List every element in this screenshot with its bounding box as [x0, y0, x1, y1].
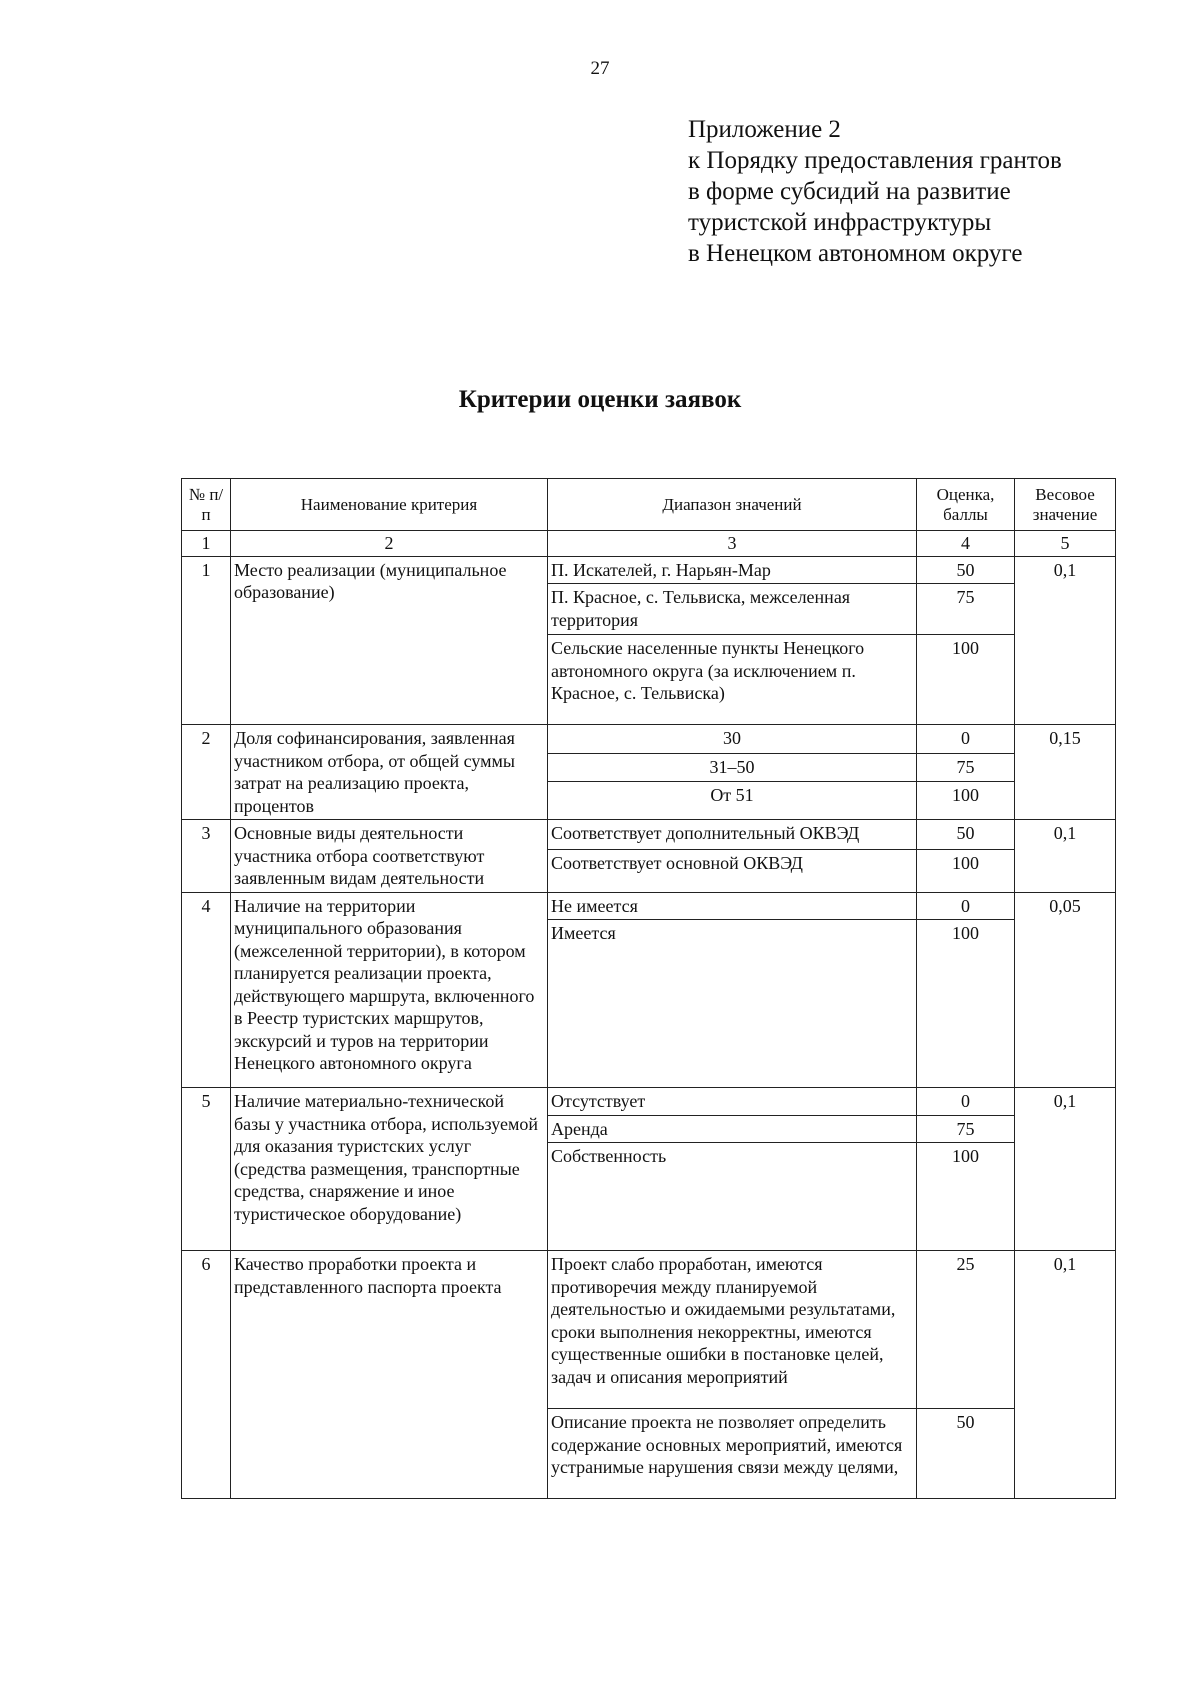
criterion-name: Основные виды деятельности участника отбора соответствуют заявленным видам деятельности [231, 820, 548, 893]
score: 75 [917, 1115, 1015, 1143]
column-number: 3 [548, 531, 917, 557]
value-range: Собственность [548, 1143, 917, 1251]
criterion-name: Наличие материально-технической базы у участника отбора, используемой для оказания туристских услуг (средства размещения, транспортные средства, снаряжение и иное туристическое оборудование) [231, 1088, 548, 1251]
score: 100 [917, 920, 1015, 1088]
score: 100 [917, 635, 1015, 725]
score: 0 [917, 892, 1015, 920]
criterion-option-row [182, 892, 1116, 920]
criterion-option-row [182, 725, 1116, 754]
value-range: Аренда [548, 1115, 917, 1143]
criterion-name: Наличие на территории муниципального образования (межселенной территории), в котором планируется реализации проекта, действующего маршрута, включенного в Реестр туристских маршрутов, экскурсий и туров на территории Ненецкого автономного округа [231, 892, 548, 1088]
score: 100 [917, 1143, 1015, 1251]
weight-value: 0,1 [1015, 1088, 1116, 1251]
value-range: Не имеется [548, 892, 917, 920]
value-range: 31–50 [548, 753, 917, 782]
criterion-option-row [182, 1088, 1116, 1116]
score: 25 [917, 1251, 1015, 1409]
criterion-name: Качество проработки проекта и представленного паспорта проекта [231, 1251, 548, 1499]
score: 50 [917, 556, 1015, 584]
value-range: Проект слабо проработан, имеются противоречия между планируемой деятельностью и ожидаемыми результатами, сроки выполнения некорректны, имеются существенные ошибки в постановке целей, задач и описания мероприятий [548, 1251, 917, 1409]
column-number: 5 [1015, 531, 1116, 557]
score: 100 [917, 849, 1015, 892]
weight-value: 0,1 [1015, 1251, 1116, 1499]
criterion-number: 3 [182, 820, 231, 893]
weight-value: 0,15 [1015, 725, 1116, 820]
criterion-number: 4 [182, 892, 231, 1088]
weight-value: 0,1 [1015, 556, 1116, 725]
score: 0 [917, 725, 1015, 754]
criterion-name: Доля софинансирования, заявленная участником отбора, от общей суммы затрат на реализацию проекта, процентов [231, 725, 548, 820]
appendix-line: в форме субсидий на развитие [688, 178, 1011, 205]
weight-value: 0,1 [1015, 820, 1116, 893]
column-number: 2 [231, 531, 548, 557]
criteria-table [181, 478, 1116, 1499]
column-number: 4 [917, 531, 1015, 557]
value-range: От 51 [548, 782, 917, 820]
criterion-option-row [182, 556, 1116, 584]
column-number: 1 [182, 531, 231, 557]
appendix-line: туристской инфраструктуры [688, 209, 992, 236]
page-number: 27 [590, 58, 610, 79]
header-value-range: Диапазон значений [548, 479, 917, 531]
header-weight: Весовое значение [1015, 479, 1116, 531]
appendix-line: к Порядку предоставления грантов [688, 147, 1062, 174]
value-range: Соответствует дополнительный ОКВЭД [548, 820, 917, 850]
score: 50 [917, 1409, 1015, 1499]
score: 0 [917, 1088, 1015, 1116]
value-range: Отсутствует [548, 1088, 917, 1116]
weight-value: 0,05 [1015, 892, 1116, 1088]
score: 100 [917, 782, 1015, 820]
value-range: Описание проекта не позволяет определить содержание основных мероприятий, имеются устранимые нарушения связи между целями, [548, 1409, 917, 1499]
score: 50 [917, 820, 1015, 850]
criterion-name: Место реализации (муниципальное образование) [231, 556, 548, 725]
criterion-option-row [182, 1251, 1116, 1409]
value-range: Имеется [548, 920, 917, 1088]
document-title: Критерии оценки заявок [458, 386, 742, 413]
appendix-line: в Ненецком автономном округе [688, 240, 1023, 267]
score: 75 [917, 753, 1015, 782]
value-range: 30 [548, 725, 917, 754]
criterion-number: 6 [182, 1251, 231, 1499]
header-criterion-name: Наименование критерия [231, 479, 548, 531]
header-number: № п/п [182, 479, 231, 531]
value-range: Соответствует основной ОКВЭД [548, 849, 917, 892]
appendix-line: Приложение 2 [688, 116, 841, 143]
criterion-number: 2 [182, 725, 231, 820]
criterion-option-row [182, 820, 1116, 850]
criterion-number: 1 [182, 556, 231, 725]
header-score: Оценка, баллы [917, 479, 1015, 531]
criterion-number: 5 [182, 1088, 231, 1251]
value-range: Сельские населенные пункты Ненецкого автономного округа (за исключением п. Красное, с. Тельвиска) [548, 635, 917, 725]
value-range: П. Красное, с. Тельвиска, межселенная территория [548, 584, 917, 635]
value-range: П. Искателей, г. Нарьян-Мар [548, 556, 917, 584]
appendix-header [688, 114, 1062, 269]
column-number-row [182, 531, 1116, 557]
score: 75 [917, 584, 1015, 635]
